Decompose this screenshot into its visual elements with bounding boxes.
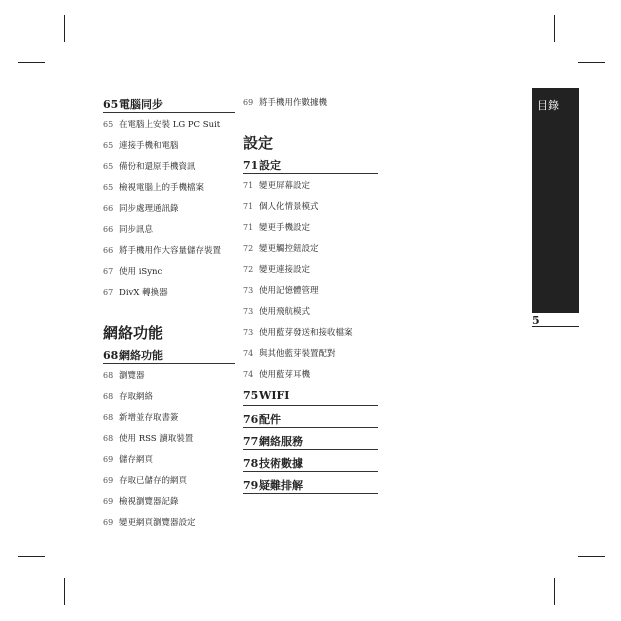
crop-mark [578,556,605,557]
toc-entry-row[interactable] [103,286,235,307]
toc-entry-row[interactable] [243,242,378,263]
toc-entry-title: 網絡服務 [259,435,303,448]
toc-entry-title: 存取已儲存的網頁 [119,476,188,486]
toc-page-number: 71 [243,223,254,232]
page-number: 5 [532,313,579,327]
toc-entry-title: 配件 [259,413,281,426]
toc-page-number: 74 [243,349,254,358]
toc-page-number: 68 [103,371,114,380]
toc-entry-title: 將手機用作大容量儲存裝置 [119,246,222,256]
toc-right-column [243,96,378,499]
toc-section-row[interactable] [103,347,235,364]
chapter-tab [532,88,579,313]
toc-entry-title: 同步處理通訊錄 [119,204,179,214]
toc-entry-row[interactable] [103,160,235,181]
toc-page-number: 71 [243,159,259,172]
toc-entry-title: 儲存網頁 [119,455,154,465]
toc-entry-row[interactable] [103,432,235,453]
toc-entry-row[interactable] [103,495,235,516]
toc-page-number: 71 [243,202,254,211]
toc-section-row[interactable] [243,455,378,472]
toc-entry-row[interactable] [103,118,235,139]
toc-entry-title: 在電腦上安裝 LG PC Suit [119,120,221,130]
toc-entry-title: 使用 iSync [119,267,163,277]
toc-entry-title: 連接手機和電腦 [119,141,179,151]
crop-mark [554,578,555,605]
toc-entry-row[interactable] [243,179,378,200]
toc-entry-title: 同步訊息 [119,225,154,235]
toc-chapter-heading: 網絡功能 [103,324,164,342]
crop-mark [64,15,65,42]
toc-entry-row[interactable] [103,139,235,160]
toc-chapter-heading: 設定 [243,134,274,152]
crop-mark [554,15,555,42]
toc-entry-title: 使用 RSS 讀取裝置 [119,434,194,444]
toc-entry-row[interactable] [103,223,235,244]
toc-entry-title: 變更手機設定 [259,223,311,233]
toc-entry-title: 使用藍芽耳機 [259,370,311,380]
toc-entry-title: 變更連接設定 [259,265,311,275]
toc-entry-title: 使用藍芽發送和接收檔案 [259,328,353,338]
toc-entry-title: 存取網絡 [119,392,154,402]
toc-entry-title: DivX 轉換器 [119,288,168,298]
toc-page-number: 77 [243,435,259,448]
toc-page-number: 67 [103,267,114,276]
toc-page-number: 75 [243,389,259,402]
toc-entry-row[interactable] [103,244,235,265]
toc-entry-title: 變更網頁瀏覽器設定 [119,518,196,528]
toc-entry-row[interactable] [243,263,378,284]
toc-page-number: 66 [103,204,114,213]
toc-entry-row[interactable] [243,326,378,347]
toc-section-row[interactable] [103,96,235,113]
toc-page-number: 72 [243,244,254,253]
toc-page-number: 66 [103,225,114,234]
toc-entry-title: 變更屏幕設定 [259,181,311,191]
toc-section-row[interactable] [243,157,378,174]
toc-page-number: 74 [243,370,254,379]
toc-entry-title: 個人化情景模式 [259,202,319,212]
toc-page-number: 69 [103,476,114,485]
toc-page-number: 73 [243,328,254,337]
toc-page-number: 68 [103,413,114,422]
toc-entry-title: 技術數據 [259,457,303,470]
toc-entry-title: 使用記憶體管理 [259,286,319,296]
toc-entry-title: 瀏覽器 [119,371,145,381]
toc-page-number: 69 [103,518,114,527]
toc-entry-row[interactable] [243,200,378,221]
toc-section-row[interactable] [243,411,378,428]
toc-entry-title: 網絡功能 [119,349,163,362]
toc-entry-title: 新增並存取書簽 [119,413,179,423]
toc-page-number: 72 [243,265,254,274]
toc-entry-row[interactable] [103,390,235,411]
toc-entry-title: 使用飛航模式 [259,307,311,317]
toc-page-number: 65 [103,98,119,111]
toc-entry-title: 備份和還原手機資訊 [119,162,196,172]
toc-section-row[interactable] [243,433,378,450]
toc-entry-row[interactable] [103,516,235,537]
toc-page-number: 69 [243,98,254,107]
toc-page-number: 71 [243,181,254,190]
toc-page-number: 66 [103,246,114,255]
toc-section-row[interactable] [243,389,378,406]
crop-mark [18,62,45,63]
toc-page-number: 68 [103,392,114,401]
toc-section-row[interactable] [243,477,378,494]
toc-entry-row[interactable] [243,347,378,368]
toc-entry-row[interactable] [103,411,235,432]
toc-page-number: 68 [103,349,119,362]
toc-entry-row[interactable] [103,369,235,390]
toc-entry-title: 檢視電腦上的手機檔案 [119,183,205,193]
toc-page-number: 65 [103,141,114,150]
toc-page-number: 68 [103,434,114,443]
crop-mark [64,578,65,605]
toc-entry-title: 將手機用作數據機 [259,98,328,108]
toc-left-column [103,96,235,537]
toc-entry-row[interactable] [103,453,235,474]
toc-entry-row[interactable] [243,96,378,117]
toc-entry-row[interactable] [103,474,235,495]
toc-entry-title: 與其他藍芽裝置配對 [259,349,336,359]
chapter-tab-label: 目錄 [537,99,559,112]
toc-entry-title: 檢視瀏覽器記錄 [119,497,179,507]
toc-page-number: 79 [243,479,259,492]
toc-entry-title: 變更觸控鈕設定 [259,244,319,254]
toc-page-number: 65 [103,162,114,171]
toc-page-number: 78 [243,457,259,470]
toc-entry-row[interactable] [103,265,235,286]
toc-page-number: 73 [243,286,254,295]
toc-entry-row[interactable] [103,181,235,202]
toc-page-number: 76 [243,413,259,426]
toc-page-number: 65 [103,183,114,192]
toc-entry-row[interactable] [243,305,378,326]
toc-page-number: 73 [243,307,254,316]
toc-entry-row[interactable] [103,202,235,223]
toc-entry-title: 疑難排解 [259,479,303,492]
toc-entry-title: WIFI [259,389,290,402]
toc-entry-title: 設定 [259,159,281,172]
toc-page-number: 65 [103,120,114,129]
toc-entry-row[interactable] [243,221,378,242]
toc-page-number: 67 [103,288,114,297]
toc-entry-row[interactable] [243,284,378,305]
toc-page-number: 69 [103,455,114,464]
crop-mark [578,62,605,63]
toc-page-number: 69 [103,497,114,506]
toc-entry-row[interactable] [243,368,378,389]
crop-mark [18,556,45,557]
toc-entry-title: 電腦同步 [119,98,163,111]
